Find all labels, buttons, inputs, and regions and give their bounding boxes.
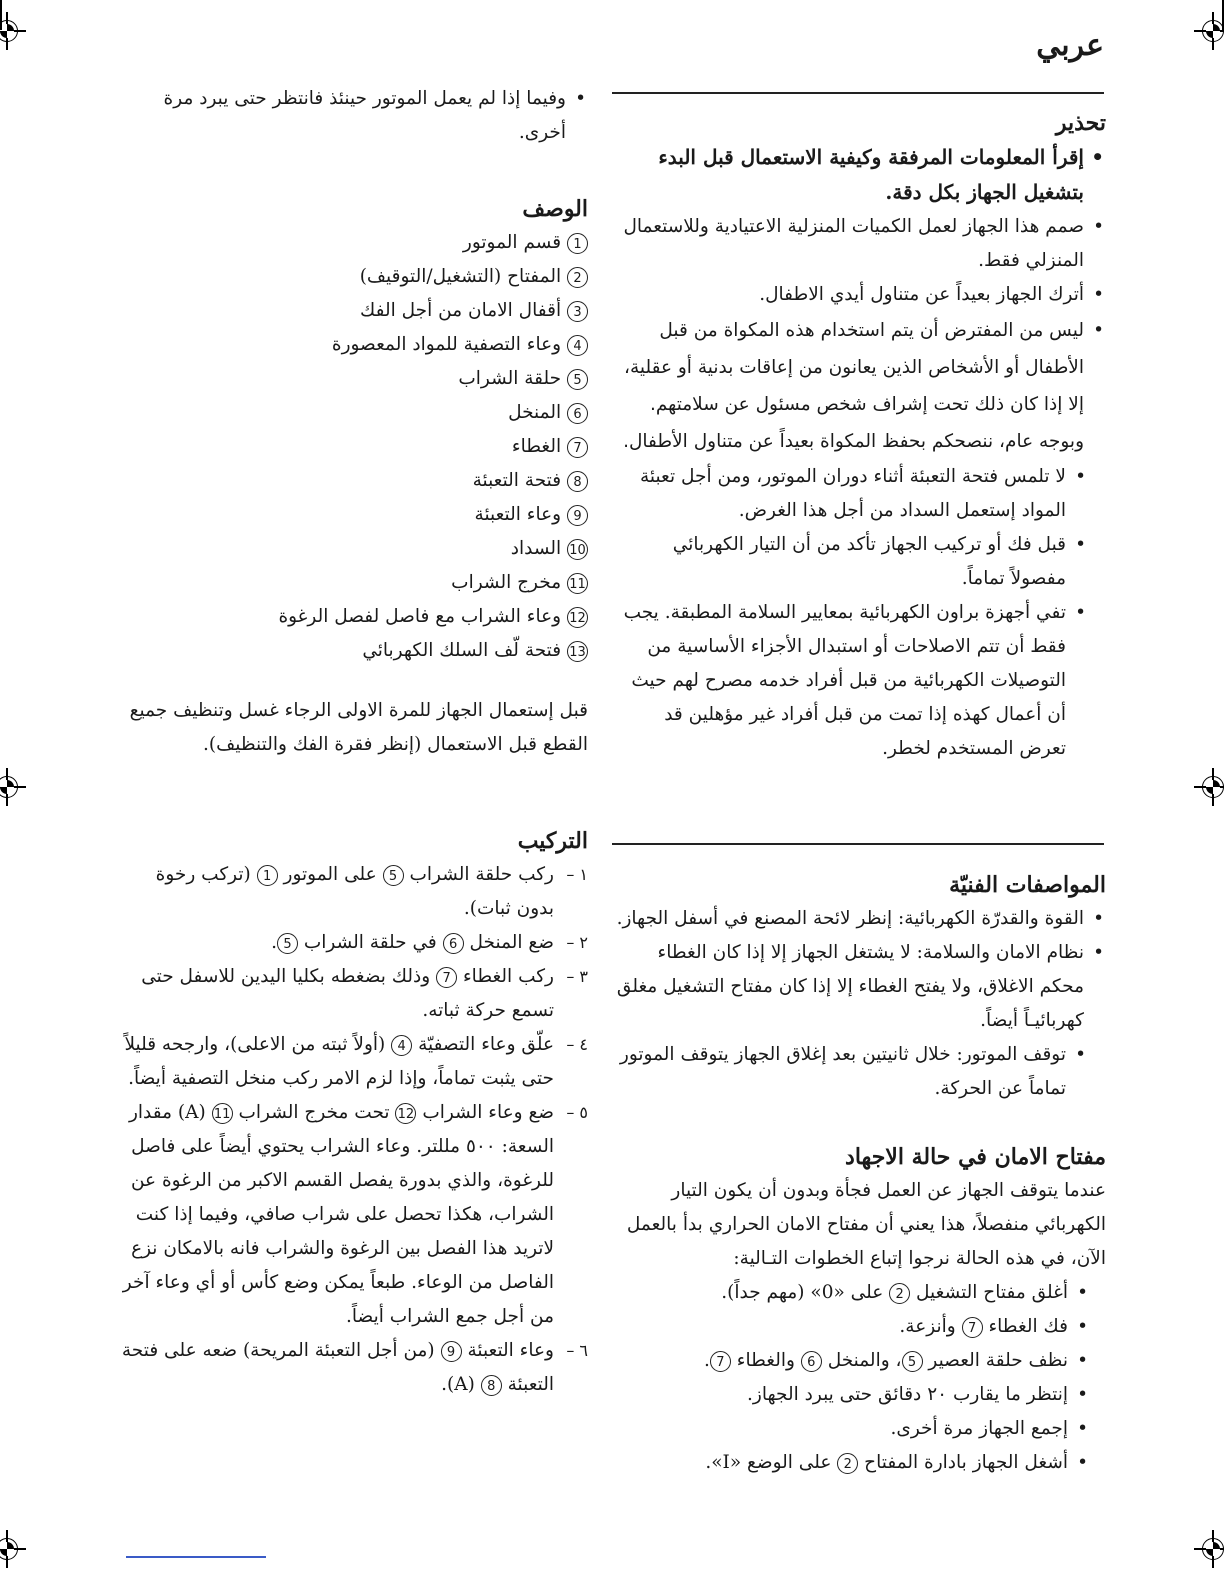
safety-step: • أغلق مفتاح التشغيل 2 على «0» (مهم جداً).	[612, 1276, 1090, 1310]
specs-item: • القوة والقدرّة الكهربائية: إنظر لائحة المصنع في أسفل الجهاز.	[612, 902, 1106, 936]
warning-bold-item: • إقرأ المعلومات المرفقة وكيفية الاستعمال قبل البدء بتشغيل الجهاز بكل دقة.	[612, 140, 1106, 210]
circled-number: 5	[902, 1351, 923, 1372]
description-heading: الوصف	[522, 196, 588, 222]
specs-section	[612, 868, 1106, 1106]
specs-heading: المواصفات الفنيّة	[949, 872, 1106, 898]
safety-intro: عندما يتوقف الجهاز عن العمل فجأة وبدون أن يكون التيار الكهربائي منفصلاً، هذا يعني أن مفتاح الامان الحراري بدأ بالعمل الآن، في هذه الحالة نرجوا إتباع الخطوات التـالية:	[626, 1180, 1106, 1269]
registration-mark-mid-right	[1194, 768, 1224, 806]
safety-section	[612, 1140, 1106, 1480]
assembly-step: ١ – ركب حلقة الشراب 5 على الموتور 1 (تركب رخوة بدون ثبات).	[155, 864, 588, 919]
assembly-steps	[118, 858, 588, 1402]
bottom-blue-line	[126, 1556, 266, 1558]
registration-mark-top-left	[0, 12, 26, 50]
warning-section	[612, 106, 1106, 766]
assembly-heading: التركيب	[517, 828, 588, 854]
warning-item: • تفي أجهزة براون الكهربائية بمعايير السلامة المطبقة. يجب فقط أن تتم الاصلاحات أو استبدال الأجزاء الأساسية من التوصيلات الكهربائية من قبل أفراد خدمه مصرح لهم حيث أن أعمال كهذه إذا تمت من قبل أفراد غير مؤهلين قد تعرض المستخدم لخطر.	[612, 596, 1088, 766]
description-item: 13 فتحة لّف السلك الكهربائي	[118, 634, 588, 668]
crop-mark	[0, 0, 2, 30]
description-item: 12 وعاء الشراب مع فاصل لفصل الرغوة	[118, 600, 588, 634]
description-item: 10 السداد	[118, 532, 588, 566]
assembly-step: ٢ – ضع المنخل 6 في حلقة الشراب 5.	[271, 932, 588, 953]
warning-item: • أترك الجهاز بعيداً عن متناول أيدي الاطفال.	[612, 278, 1106, 312]
registration-mark-top-right	[1194, 12, 1224, 50]
warning-item: • لا تلمس فتحة التعبئة أثناء دوران الموتور، ومن أجل تعبئة المواد إستعمل السداد من أجل هذا الغرض.	[612, 460, 1088, 528]
circled-number: 7	[710, 1351, 731, 1372]
crop-mark	[1222, 0, 1224, 30]
description-section	[118, 192, 588, 762]
description-item: 2 المفتاح (التشغيل/التوقيف)	[118, 260, 588, 294]
description-item: 11 مخرج الشراب	[118, 566, 588, 600]
registration-mark-mid-left	[0, 768, 26, 806]
safety-heading: مفتاح الامان في حالة الاجهاد	[845, 1144, 1106, 1170]
continued-bullet-text: • وفيما إذا لم يعمل الموتور حينئذ فانتظر حتى يبرد مرة أخرى.	[118, 82, 588, 150]
description-item: 3 أقفال الامان من أجل الفك	[118, 294, 588, 328]
circled-number: 2	[889, 1283, 910, 1304]
assembly-step: ٤ – علّق وعاء التصفيّة 4 (أولاً ثبته من الاعلى)، وارجحه قليلاً حتى يثبت تماماً، وإذا لزم الامر ركب منخل التصفية أيضاً.	[124, 1034, 588, 1089]
divider-mid-right	[612, 843, 1104, 845]
description-item: 9 وعاء التعبئة	[118, 498, 588, 532]
safety-step: • فك الغطاء 7 وأنزعة.	[612, 1310, 1090, 1344]
description-item: 4 وعاء التصفية للمواد المعصورة	[118, 328, 588, 362]
assembly-step: ٣ – ركب الغطاء 7 وذلك بضغطه بكليا اليدين للاسفل حتى تسمع حركة ثباته.	[141, 966, 588, 1021]
divider-top-right	[612, 92, 1104, 94]
description-item: 7 الغطاء	[118, 430, 588, 464]
description-item: 5 حلقة الشراب	[118, 362, 588, 396]
safety-step: • أشغل الجهاز بادارة المفتاح 2 على الوضع «I».	[612, 1446, 1090, 1480]
registration-mark-bottom-right	[1194, 1530, 1224, 1568]
circled-number: 7	[962, 1317, 983, 1338]
description-item: 6 المنخل	[118, 396, 588, 430]
safety-step: • إنتظر ما يقارب ٢٠ دقائق حتى يبرد الجهاز.	[612, 1378, 1090, 1412]
assembly-step: ٦ – وعاء التعبئة 9 (من أجل التعبئة المريحة) ضعه على فتحة التعبئة 8 (A).	[121, 1340, 588, 1395]
warning-item: • صمم هذا الجهاز لعمل الكميات المنزلية الاعتيادية وللاستعمال المنزلي فقط.	[612, 210, 1106, 278]
circled-number: 6	[801, 1351, 822, 1372]
registration-mark-bottom-left	[0, 1530, 26, 1568]
warning-item: • قبل فك أو تركيب الجهاز تأكد من أن التيار الكهربائي مفصولاً تماماً.	[612, 528, 1088, 596]
continued-bullet	[118, 82, 588, 150]
description-note: قبل إستعمال الجهاز للمرة الاولى الرجاء غسل وتنظيف جميع القطع قبل الاستعمال (إنظر فقرة الفك والتنظيف).	[129, 700, 588, 755]
page-title: عربي	[1036, 28, 1104, 63]
circled-number: 2	[837, 1453, 858, 1474]
assembly-step: ٥ – ضع وعاء الشراب 12 تحت مخرج الشراب 11 (A) مقدار السعة: ٥٠٠ مللتر. وعاء الشراب يحتوي أيضاً على فاصل للرغوة، والذي بدورة يفصل القسم الاكبر من الرغوة عن الشراب، هكذا تحصل على شراب صافي، وفيما إذا كنت لاتريد هذا الفصل بين الرغوة والشراب فانه بالامكان نزع الفاصل من الوعاء. طبعاً يمكن وضع كأس أو أي وعاء آخر من أجل جمع الشراب أيضاً.	[122, 1102, 588, 1327]
warning-heading: تحذير	[1055, 110, 1106, 136]
description-item: 8 فتحة التعبئة	[118, 464, 588, 498]
warning-item: • ليس من المفترض أن يتم استخدام هذه المكواة من قبل الأطفال أو الأشخاص الذين يعانون من إعاقات بدنية أو عقلية، إلا إذا كان ذلك تحت إشراف شخص مسئول عن سلامتهم. وبوجه عام، ننصحكم بحفظ المكواة بعيداً عن متناول الأطفال.	[612, 312, 1106, 460]
safety-step: • إجمع الجهاز مرة أخرى.	[612, 1412, 1090, 1446]
safety-step: • نظف حلقة العصير 5، والمنخل 6 والغطاء 7.	[612, 1344, 1090, 1378]
assembly-section	[118, 824, 588, 1402]
specs-item: • توقف الموتور: خلال ثانيتين بعد إغلاق الجهاز يتوقف الموتور تماماً عن الحركة.	[612, 1038, 1088, 1106]
description-item: 1 قسم الموتور	[118, 226, 588, 260]
specs-item: • نظام الامان والسلامة: لا يشتغل الجهاز إلا إذا كان الغطاء محكم الاغلاق، ولا يفتح الغطاء إلا إذا كان مفتاح التشغيل مغلق كهربائيـاً أيضاً.	[612, 936, 1106, 1038]
